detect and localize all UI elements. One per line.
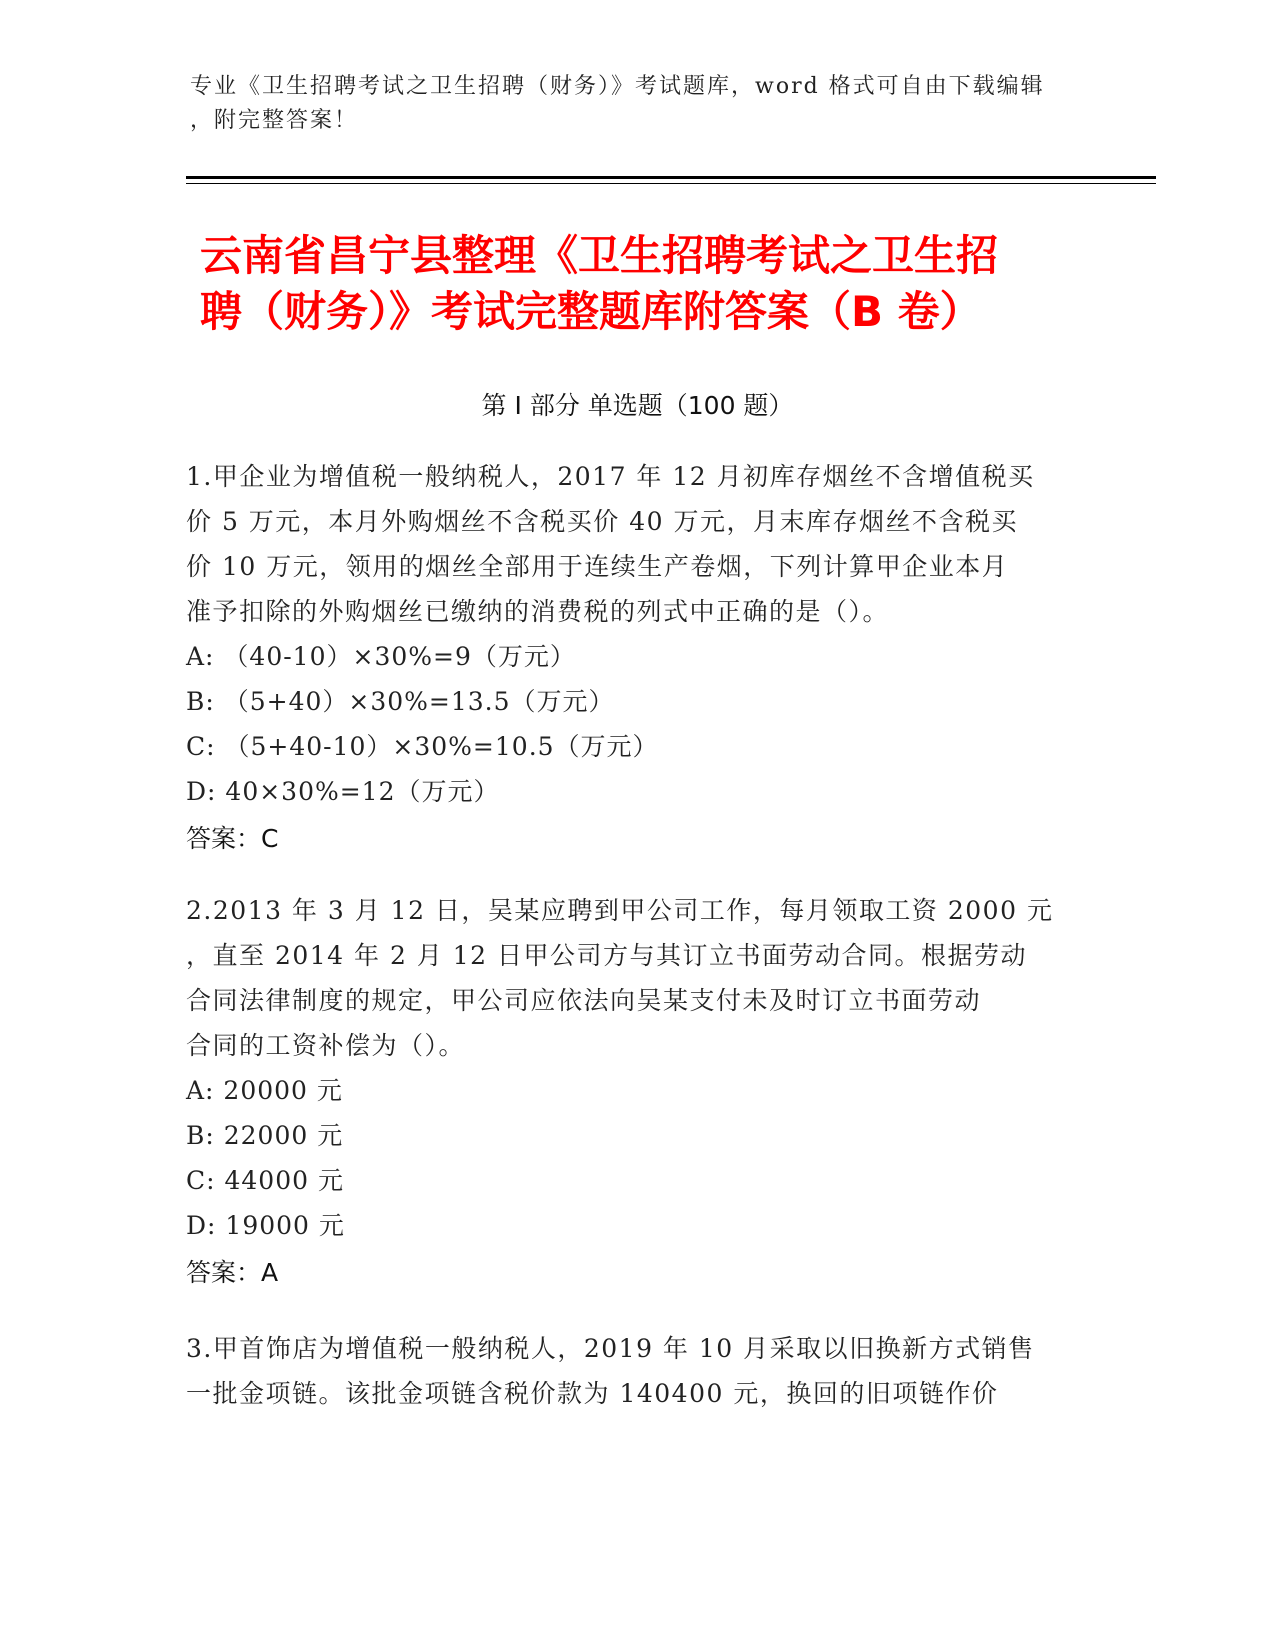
header-line-2: ，附完整答案！	[190, 108, 359, 133]
question-stem	[186, 454, 1086, 634]
stem-line: 准予扣除的外购烟丝已缴纳的消费税的列式中正确的是（）。	[186, 597, 890, 626]
answer: 答案：C	[186, 824, 279, 853]
header-line-1: 专业《卫生招聘考试之卫生招聘（财务）》考试题库，word 格式可自由下载编辑	[190, 74, 1045, 99]
question-stem	[186, 888, 1086, 1068]
stem-line: 合同的工资补偿为（）。	[186, 1031, 466, 1060]
header-divider-thin	[186, 183, 1156, 184]
stem-line: 价 10 万元，领用的烟丝全部用于连续生产卷烟，下列计算甲企业本月	[186, 552, 1009, 581]
question-3	[186, 1326, 1086, 1416]
option-d: D: 19000 元	[186, 1211, 345, 1240]
stem-line: 3.甲首饰店为增值税一般纳税人，2019 年 10 月采取以旧换新方式销售	[186, 1334, 1035, 1363]
stem-line: 1.甲企业为增值税一般纳税人，2017 年 12 月初库存烟丝不含增值税买	[186, 462, 1035, 491]
option-a: A: 20000 元	[186, 1076, 343, 1105]
question-stem	[186, 1326, 1086, 1416]
stem-line: 2.2013 年 3 月 12 日，吴某应聘到甲公司工作，每月领取工资 2000 元	[186, 896, 1054, 925]
option-d: D: 40×30%=12（万元）	[186, 777, 500, 806]
option-c: C: （5+40-10）×30%=10.5（万元）	[186, 732, 659, 761]
stem-line: ，直至 2014 年 2 月 12 日甲公司方与其订立书面劳动合同。根据劳动	[186, 941, 1028, 970]
section-heading: 第 I 部分 单选题（100 题）	[481, 391, 794, 420]
stem-line: 一批金项链。该批金项链含税价款为 140400 元，换回的旧项链作价	[186, 1379, 999, 1408]
stem-line: 合同法律制度的规定，甲公司应依法向吴某支付未及时订立书面劳动	[186, 986, 982, 1015]
header-divider-thick	[186, 176, 1156, 179]
question-1	[186, 454, 1086, 861]
option-b: B: （5+40）×30%=13.5（万元）	[186, 687, 615, 716]
option-a: A: （40-10）×30%=9（万元）	[186, 642, 576, 671]
page-header	[190, 70, 1070, 138]
document-title	[200, 228, 1080, 340]
option-c: C: 44000 元	[186, 1166, 344, 1195]
title-line-2: 聘（财务）》考试完整题库附答案（B 卷）	[200, 287, 982, 336]
answer: 答案：A	[186, 1258, 279, 1287]
question-2	[186, 888, 1086, 1295]
stem-line: 价 5 万元，本月外购烟丝不含税买价 40 万元，月末库存烟丝不含税买	[186, 507, 1019, 536]
option-b: B: 22000 元	[186, 1121, 344, 1150]
title-line-1: 云南省昌宁县整理《卫生招聘考试之卫生招	[200, 231, 999, 280]
